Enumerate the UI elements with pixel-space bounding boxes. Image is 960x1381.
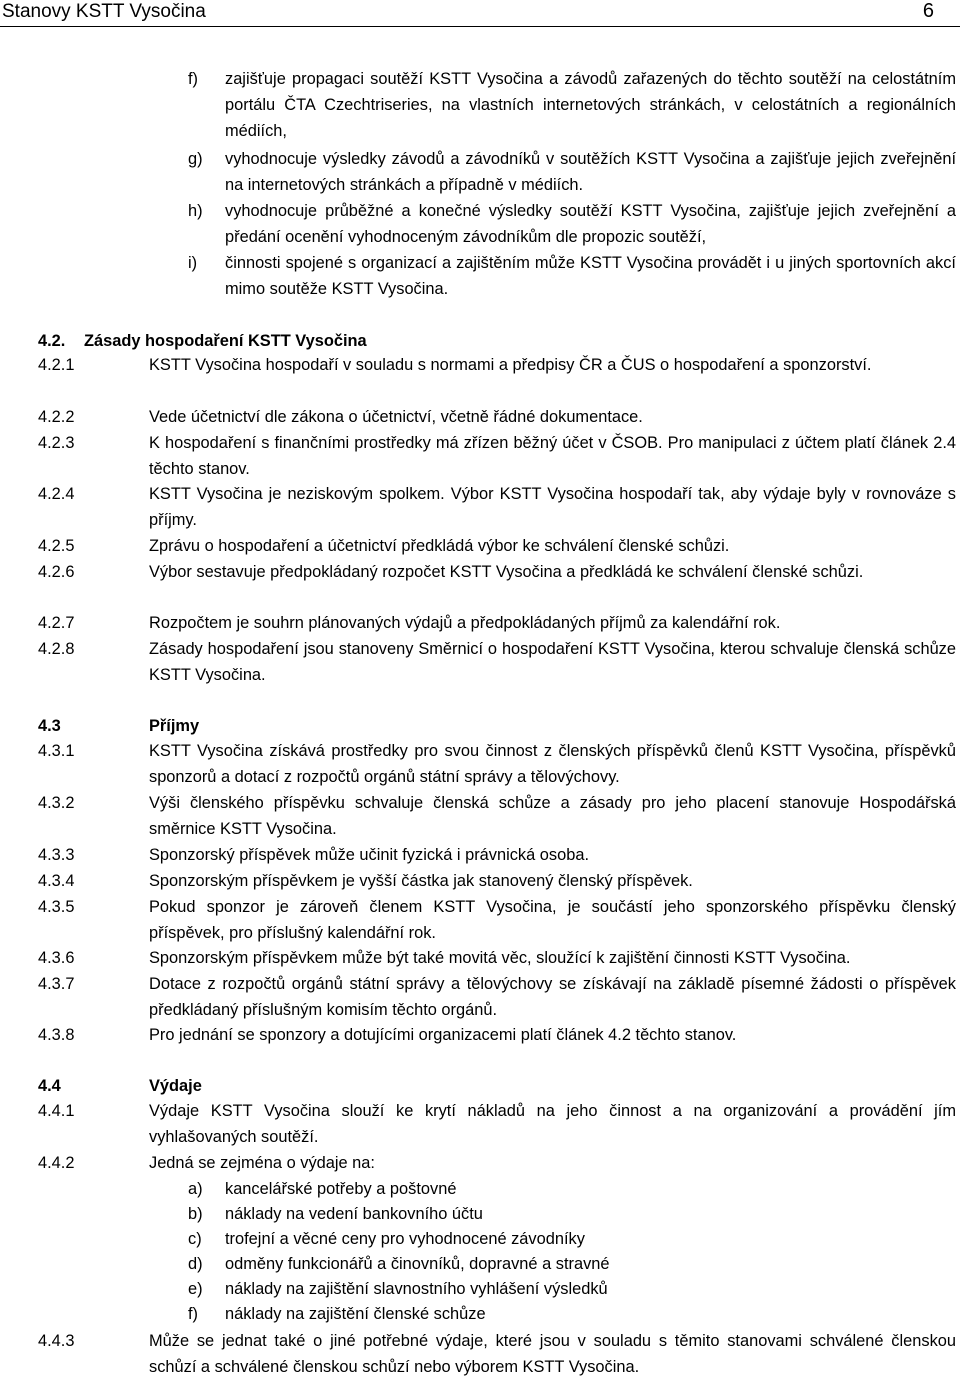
list-text: kancelářské potřeby a poštovné [225, 1180, 457, 1198]
list-text: zajišťuje propagaci soutěží KSTT Vysočina a závodů zařazených do těchto soutěží na celostátním portálu ČTA Czechtriseries, na vlastních internetových stránkách, v celostátních a regionálních médiích, [225, 70, 956, 140]
expense-list-item [188, 1226, 888, 1252]
paragraph-number: 4.2.3 [38, 434, 75, 452]
expense-list-item [188, 1251, 888, 1277]
numbered-paragraph [38, 559, 956, 585]
section-title-4-2: Zásady hospodaření KSTT Vysočina [84, 332, 367, 350]
list-item [188, 198, 956, 250]
list-marker: i) [188, 254, 198, 272]
paragraph-text: Zprávu o hospodaření a účetnictví předkládá výbor ke schválení členské schůzi. [149, 537, 730, 555]
section-title-4-3: Příjmy [149, 717, 200, 735]
numbered-paragraph [38, 790, 956, 842]
list-marker: e) [188, 1280, 203, 1298]
paragraph-text: Výši členského příspěvku schvaluje členská schůze a zásady pro jeho placení stanovuje Hospodářská směrnice KSTT Vysočina. [149, 794, 956, 838]
paragraph-number: 4.2.2 [38, 408, 75, 426]
numbered-paragraph [38, 1328, 956, 1380]
numbered-paragraph [38, 636, 956, 688]
paragraph-text: Rozpočtem je souhrn plánovaných výdajů a předpokládaných příjmů za kalendářní rok. [149, 614, 781, 632]
numbered-paragraph [38, 868, 956, 894]
paragraph-text: Jedná se zejména o výdaje na: [149, 1154, 375, 1172]
numbered-paragraph [38, 481, 956, 533]
section-number-4-4: 4.4 [38, 1077, 61, 1095]
expense-list-item [188, 1176, 888, 1202]
numbered-paragraph [38, 894, 956, 946]
list-text: náklady na zajištění členské schůze [225, 1305, 486, 1323]
numbered-paragraph [38, 430, 956, 482]
numbered-paragraph [38, 971, 956, 1023]
list-marker: f) [188, 70, 199, 88]
list-marker: g) [188, 150, 203, 168]
paragraph-text: KSTT Vysočina získává prostředky pro svou činnost z členských příspěvků členů KSTT Vysočina, příspěvků sponzorů a dotací z rozpočtů orgánů státní správy a tělovýchovy. [149, 742, 956, 786]
section-title-4-4: Výdaje [149, 1077, 202, 1095]
numbered-paragraph [38, 533, 956, 559]
paragraph-number: 4.3.8 [38, 1026, 75, 1044]
list-text: trofejní a věcné ceny pro vyhodnocené závodníky [225, 1230, 585, 1248]
paragraph-number: 4.2.7 [38, 614, 75, 632]
expense-list-item [188, 1276, 888, 1302]
paragraph-text: K hospodaření s finančními prostředky má zřízen běžný účet v ČSOB. Pro manipulaci z účtem platí článek 2.4 těchto stanov. [149, 434, 956, 478]
paragraph-number: 4.2.8 [38, 640, 75, 658]
numbered-paragraph [38, 1022, 956, 1048]
paragraph-text: KSTT Vysočina hospodaří v souladu s normami a předpisy ČR a ČUS o hospodaření a sponzorství. [149, 356, 872, 374]
header-title: Stanovy KSTT Vysočina [2, 1, 206, 22]
paragraph-number: 4.2.6 [38, 563, 75, 581]
paragraph-number: 4.3.4 [38, 872, 75, 890]
paragraph-number: 4.3.2 [38, 794, 75, 812]
list-item [188, 250, 956, 302]
paragraph-text: Sponzorským příspěvkem může být také movitá věc, sloužící k zajištění činnosti KSTT Vysočina. [149, 949, 851, 967]
paragraph-number: 4.2.4 [38, 485, 75, 503]
numbered-paragraph [38, 1150, 956, 1176]
paragraph-text: Pokud sponzor je zároveň členem KSTT Vysočina, je součástí jeho sponzorského příspěvku členský příspěvek, pro příslušný kalendářní rok. [149, 898, 956, 942]
numbered-paragraph [38, 404, 956, 430]
paragraph-number: 4.2.5 [38, 537, 75, 555]
paragraph-number: 4.3.1 [38, 742, 75, 760]
numbered-paragraph [38, 945, 956, 971]
paragraph-number: 4.4.3 [38, 1332, 75, 1350]
expense-list-item [188, 1301, 888, 1327]
paragraph-text: Sponzorským příspěvkem je vyšší částka jak stanovený členský příspěvek. [149, 872, 693, 890]
list-item [188, 146, 956, 198]
list-text: vyhodnocuje výsledky závodů a závodníků v soutěžích KSTT Vysočina a zajišťuje jejich zveřejnění na internetových stránkách a případně v médiích. [225, 150, 956, 194]
paragraph-text: Pro jednání se sponzory a dotujícími organizacemi platí článek 4.2 těchto stanov. [149, 1026, 737, 1044]
list-text: vyhodnocuje průběžné a konečné výsledky soutěží KSTT Vysočina, zajišťuje jejich zveřejnění a předání ocenění vyhodnoceným závodníkům dle propozic soutěží, [225, 202, 956, 246]
numbered-paragraph [38, 738, 956, 790]
list-item [188, 66, 956, 144]
paragraph-text: Vede účetnictví dle zákona o účetnictví, včetně řádné dokumentace. [149, 408, 643, 426]
paragraph-number: 4.4.2 [38, 1154, 75, 1172]
section-number-4-2: 4.2. [38, 332, 66, 350]
paragraph-number: 4.3.3 [38, 846, 75, 864]
paragraph-text: Výdaje KSTT Vysočina slouží ke krytí nákladů na jeho činnost a na organizování a provádění jím vyhlašovaných soutěží. [149, 1102, 956, 1146]
section-number-4-3: 4.3 [38, 717, 61, 735]
expense-list-item [188, 1201, 888, 1227]
list-text: náklady na zajištění slavnostního vyhlášení výsledků [225, 1280, 608, 1298]
list-marker: a) [188, 1180, 203, 1198]
paragraph-text: Sponzorský příspěvek může učinit fyzická i právnická osoba. [149, 846, 590, 864]
paragraph-text: Dotace z rozpočtů orgánů státní správy a tělovýchovy se získávají na základě písemné žádosti o příspěvek předkládaný příslušným komisím těchto orgánů. [149, 975, 956, 1019]
list-marker: h) [188, 202, 203, 220]
list-marker: d) [188, 1255, 203, 1273]
paragraph-text: Zásady hospodaření jsou stanoveny Směrnicí o hospodaření KSTT Vysočina, kterou schvaluje členská schůze KSTT Vysočina. [149, 640, 956, 684]
list-marker: f) [188, 1305, 199, 1323]
paragraph-text: Výbor sestavuje předpokládaný rozpočet KSTT Vysočina a předkládá ke schválení členské schůzi. [149, 563, 864, 581]
numbered-paragraph [38, 1098, 956, 1150]
list-text: činnosti spojené s organizací a zajištěním může KSTT Vysočina provádět i u jiných sportovních akcí mimo soutěže KSTT Vysočina. [225, 254, 956, 298]
paragraph-number: 4.4.1 [38, 1102, 75, 1120]
paragraph-number: 4.3.5 [38, 898, 75, 916]
paragraph-text: KSTT Vysočina je neziskovým spolkem. Výbor KSTT Vysočina hospodaří tak, aby výdaje byly v rovnováze s příjmy. [149, 485, 956, 529]
numbered-paragraph [38, 352, 956, 378]
numbered-paragraph [38, 842, 956, 868]
list-text: odměny funkcionářů a činovníků, dopravné a stravné [225, 1255, 610, 1273]
paragraph-number: 4.2.1 [38, 356, 75, 374]
list-text: náklady na vedení bankovního účtu [225, 1205, 483, 1223]
paragraph-number: 4.3.7 [38, 975, 75, 993]
list-marker: b) [188, 1205, 203, 1223]
numbered-paragraph [38, 610, 956, 636]
paragraph-number: 4.3.6 [38, 949, 75, 967]
page-header [0, 0, 960, 27]
page-number: 6 [922, 0, 934, 22]
list-marker: c) [188, 1230, 202, 1248]
paragraph-text: Může se jednat také o jiné potřebné výdaje, které jsou v souladu s těmito stanovami schválené členskou schůzí a schválené členskou schůzí nebo výborem KSTT Vysočina. [149, 1332, 956, 1376]
